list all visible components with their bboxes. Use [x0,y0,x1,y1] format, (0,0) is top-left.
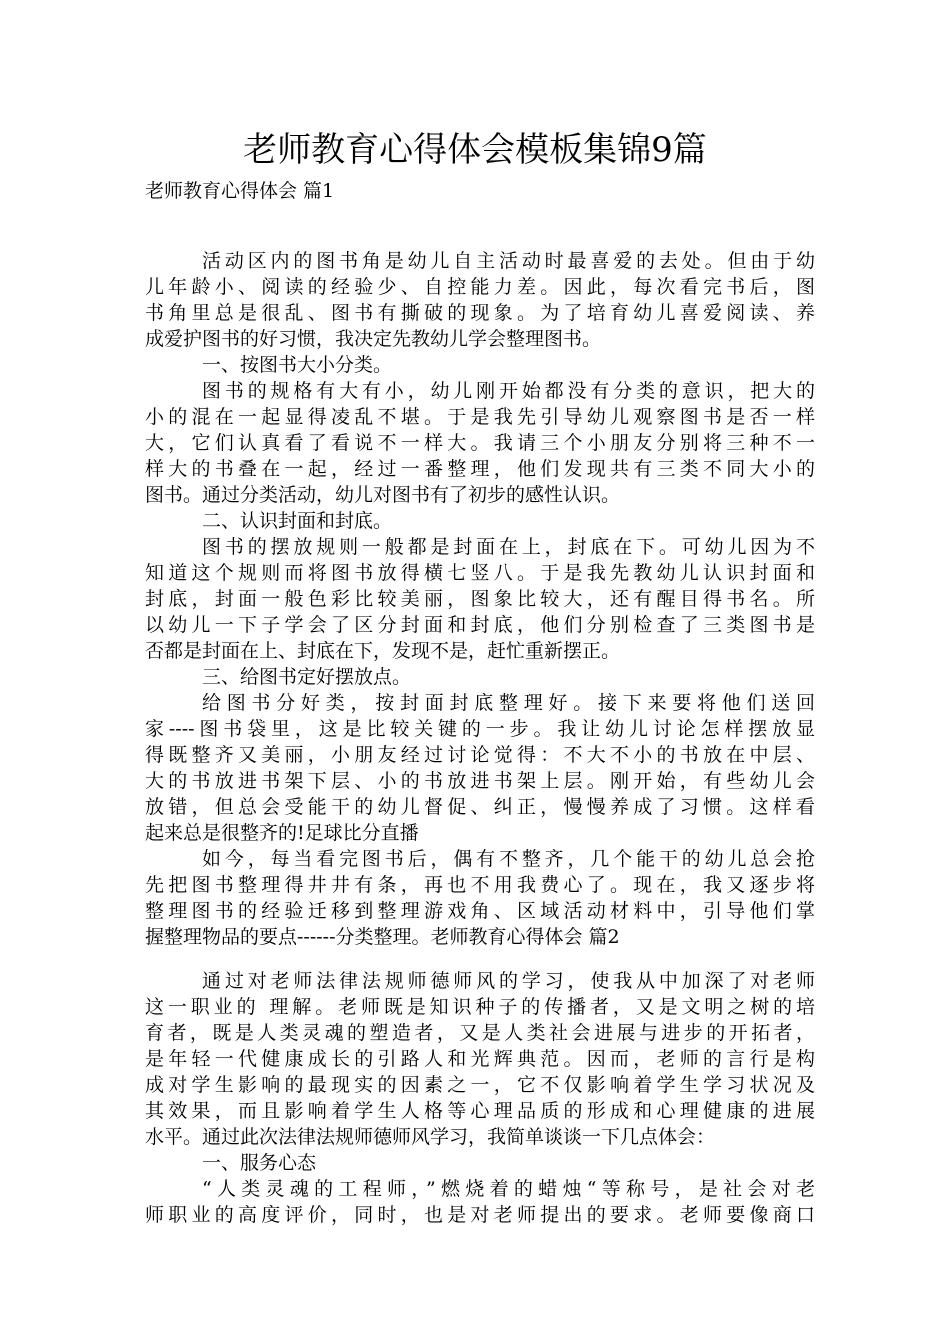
section-2-body [145,968,815,1228]
paragraph-line: 一、按图书大小分类。 [202,354,393,376]
paragraph-line: 整理图书的经验迁移到整理游戏角、区域活动材料中，引导他们掌 [145,900,815,922]
paragraph-line: 握整理物品的要点------分类整理。老师教育心得体会 篇2 [145,926,620,948]
paragraph-line: 这一职业的 理解。老师既是知识种子的传播者，又是文明之树的培 [145,996,815,1018]
paragraph-line: 得既整齐又美丽，小朋友经过讨论觉得：不大不小的书放在中层、 [145,744,815,766]
section-1-heading: 老师教育心得体会 篇1 [145,180,335,202]
paragraph-line: 样大的书叠在一起，经过一番整理，他们发现共有三类不同大小的 [145,458,815,480]
paragraph-line: 图书的摆放规则一般都是封面在上，封底在下。可幼儿因为不 [202,536,815,558]
paragraph-line: 知道这个规则而将图书放得横七竖八。于是我先教幼儿认识封面和 [145,562,815,584]
paragraph-line: 三、给图书定好摆放点。 [202,666,412,688]
paragraph-line: 放错，但总会受能干的幼儿督促、纠正，慢慢养成了习惯。这样看 [145,796,815,818]
paragraph-line: 二、认识封面和封底。 [202,510,393,532]
paragraph-line: 图书。通过分类活动，幼儿对图书有了初步的感性认识。 [145,484,621,506]
paragraph-line: 一、服务心态 [202,1152,317,1174]
section-1-body [145,248,815,950]
paragraph-line: 否都是封面在上、封底在下，发现不是，赶忙重新摆正。 [145,640,621,662]
paragraph-line: “人类灵魂的工程师，”燃烧着的蜡烛“等称号，是社会对老 [202,1178,815,1200]
paragraph-line: 以幼儿一下子学会了区分封面和封底，他们分别检查了三类图书是 [145,614,815,636]
paragraph-line: 起来总是很整齐的!足球比分直播 [145,822,419,844]
paragraph-line: 封底，封面一般色彩比较美丽，图象比较大，还有醒目得书名。所 [145,588,815,610]
paragraph-line: 其效果，而且影响着学生人格等心理品质的形成和心理健康的进展 [145,1100,815,1122]
paragraph-line: 师职业的高度评价，同时，也是对老师提出的要求。老师要像商口 [145,1204,815,1226]
paragraph-line: 给图书分好类，按封面封底整理好。接下来要将他们送回 [202,692,815,714]
paragraph-line: 大的书放进书架下层、小的书放进书架上层。刚开始，有些幼儿会 [145,770,815,792]
paragraph-line: 成爱护图书的好习惯，我决定先教幼儿学会整理图书。 [145,328,602,350]
paragraph-line: 先把图书整理得井井有条，再也不用我费心了。现在，我又逐步将 [145,874,815,896]
paragraph-line: 大，它们认真看了看说不一样大。我请三个小朋友分别将三种不一 [145,432,815,454]
paragraph-line: 活动区内的图书角是幼儿自主活动时最喜爱的去处。但由于幼 [202,250,815,272]
paragraph-line: 儿年龄小、阅读的经验少、自控能力差。因此，每次看完书后，图 [145,276,815,298]
paragraph-line: 成对学生影响的最现实的因素之一，它不仅影响着学生学习状况及 [145,1074,815,1096]
paragraph-line: 小的混在一起显得凌乱不堪。于是我先引导幼儿观察图书是否一样 [145,406,815,428]
document-title: 老师教育心得体会模板集锦9篇 [243,130,707,170]
paragraph-line: 家----图书袋里，这是比较关键的一步。我让幼儿讨论怎样摆放显 [145,718,815,740]
paragraph-line: 是年轻一代健康成长的引路人和光辉典范。因而，老师的言行是构 [145,1048,815,1070]
paragraph-line: 通过对老师法律法规师德师风的学习，使我从中加深了对老师 [202,970,815,992]
paragraph-line: 育者，既是人类灵魂的塑造者，又是人类社会进展与进步的开拓者， [145,1022,815,1044]
paragraph-line: 如今，每当看完图书后，偶有不整齐，几个能干的幼儿总会抢 [202,848,815,870]
paragraph-line: 图书的规格有大有小，幼儿刚开始都没有分类的意识，把大的 [202,380,815,402]
paragraph-line: 水平。通过此次法律法规师德师风学习，我简单谈谈一下几点体会： [145,1126,716,1148]
paragraph-line: 书角里总是很乱、图书有撕破的现象。为了培育幼儿喜爱阅读、养 [145,302,815,324]
